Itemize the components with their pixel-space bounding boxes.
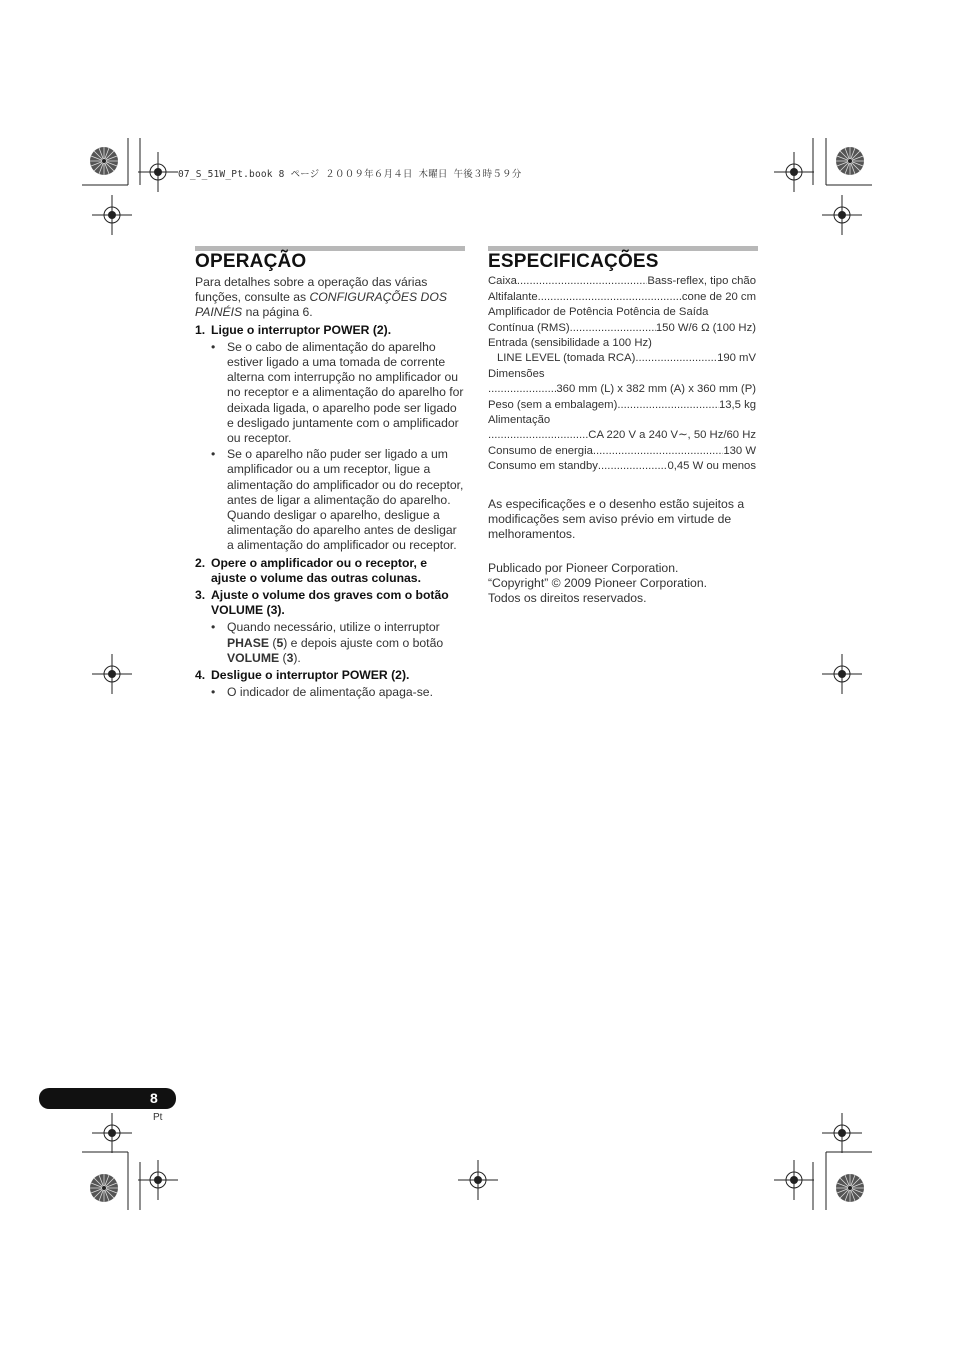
crosshair-icon: [92, 654, 132, 694]
print-header: 07_S_51W_Pt.book 8 ページ ２００９年６月４日 木曜日 午後３時５９分: [178, 169, 522, 180]
spec-standby: [488, 459, 756, 474]
spec-caixa: [488, 274, 756, 289]
starburst-icon: [89, 146, 119, 176]
spec-dimensoes: [488, 382, 756, 397]
step-4: [195, 668, 465, 683]
volume-label: VOLUME: [227, 650, 280, 665]
spec-value: cone de 20 cm: [681, 291, 756, 303]
publisher-line: Publicado por Pioneer Corporation.: [488, 561, 679, 575]
page-number: 8: [150, 1090, 158, 1106]
crosshair-icon: [822, 654, 862, 694]
spec-value: Bass-reflex, tipo chão: [647, 275, 756, 287]
spec-value: 130 W: [723, 445, 756, 457]
crosshair-icon: [92, 195, 132, 235]
crosshair-icon: [822, 1113, 862, 1153]
bullet-text: (: [279, 650, 287, 665]
spec-value: CA 220 V a 240 V∼, 50 Hz/60 Hz: [588, 429, 756, 441]
spec-alimentacao: [488, 428, 756, 443]
spec-entrada: Entrada (sensibilidade a 100 Hz): [488, 337, 652, 349]
step-text: Ajuste o volume dos graves com o botão VOLUME (3).: [211, 588, 449, 618]
spec-label: Consumo de energia: [488, 445, 593, 457]
crosshair-icon: [458, 1160, 498, 1200]
spec-label: Caixa: [488, 275, 517, 287]
spec-label: LINE LEVEL (tomada RCA): [497, 352, 636, 364]
spec-label: Contínua (RMS): [488, 322, 570, 334]
spec-consumo: [488, 444, 756, 459]
bullet-text: ).: [293, 650, 301, 665]
step-text: Ligue o interruptor POWER (2).: [211, 322, 392, 337]
step4-bullet: • O indicador de alimentação apaga-se.: [211, 685, 465, 700]
spec-value: 360 mm (L) x 382 mm (A) x 360 mm (P): [556, 383, 756, 395]
spec-amplificador: Amplificador de Potência Potência de Saída: [488, 306, 709, 318]
step-1: [195, 323, 465, 338]
spec-line-level: [497, 351, 756, 366]
spec-value: 150 W/6 Ω (100 Hz): [655, 322, 756, 334]
spec-alimentacao-label: Alimentação: [488, 414, 551, 426]
bullet-text: Quando necessário, utilize o interruptor: [227, 620, 440, 635]
step-number: 1.: [195, 322, 206, 337]
rights-line: Todos os direitos reservados.: [488, 591, 647, 606]
step3-bullet: [211, 620, 465, 666]
intro-text-end: na página 6.: [242, 305, 313, 320]
bullet-text: ) e depois ajuste com o botão: [283, 635, 444, 650]
intro-text: Para detalhes sobre a operação das várias funções, consulte as: [195, 275, 428, 305]
spec-label: Peso (sem a embalagem): [488, 399, 618, 411]
bullet-text: (: [269, 635, 277, 650]
crosshair-icon: [138, 1160, 178, 1200]
spec-value: 0,45 W ou menos: [667, 460, 756, 472]
spec-value: 190 mV: [717, 352, 756, 364]
step-text: Opere o amplificador ou o receptor, e ajuste o volume das outras colunas.: [211, 555, 428, 585]
operacao-body: [195, 275, 465, 700]
step-2: [195, 556, 465, 586]
especificacoes-title: ESPECIFICAÇÕES: [488, 251, 659, 272]
step-number: 3.: [195, 588, 206, 603]
publisher-block: [488, 561, 758, 607]
spec-value: 13,5 kg: [718, 399, 756, 411]
page-language: Pt: [153, 1112, 163, 1123]
starburst-icon: [835, 1173, 865, 1203]
operacao-intro: [195, 275, 465, 321]
crosshair-icon: [822, 195, 862, 235]
spec-label: Consumo em standby: [488, 460, 598, 472]
volume-number: 3: [286, 650, 294, 665]
spec-label: Altifalante: [488, 291, 538, 303]
starburst-icon: [89, 1173, 119, 1203]
intro-link-text: CONFIGURAÇÕES DOS PAINÉIS: [195, 290, 447, 320]
starburst-icon: [835, 146, 865, 176]
phase-label: PHASE: [227, 635, 269, 650]
step1-bullet-1: • Se o cabo de alimentação do aparelho estiver ligado a uma tomada de corrente alterna com interrupção no amplificador ou no receptor e a alimentação do aparelho for deixada ligada, o aparelho pode ser ligado e desligado juntamente com o amplificador ou receptor.: [211, 340, 465, 446]
spec-dimensoes-label: Dimensões: [488, 368, 545, 380]
crosshair-icon: [92, 1113, 132, 1153]
spec-continua: [488, 321, 756, 336]
step-number: 4.: [195, 668, 206, 683]
crosshair-icon: [774, 152, 814, 192]
step1-bullet-2: • Se o aparelho não puder ser ligado a um amplificador ou a um receptor, ligue a alimentação do amplificador ou do receptor, antes de ligar a alimentação do aparelho. Quando desligar o aparelho, desligue a alimentação do aparelho antes de desligar a alimentação do amplificador ou receptor.: [211, 447, 465, 553]
spec-altifalante: [488, 290, 756, 305]
operacao-title: OPERAÇÃO: [195, 251, 307, 272]
step-number: 2.: [195, 555, 206, 570]
spec-note: As especificações e o desenho estão sujeitos a modificações sem aviso prévio em virtude de melhoramentos.: [488, 497, 745, 542]
spec-peso: [488, 398, 756, 413]
phase-number: 5: [276, 635, 284, 650]
copyright-line: “Copyright” © 2009 Pioneer Corporation.: [488, 576, 707, 591]
crosshair-icon: [774, 1160, 814, 1200]
step-3: [195, 588, 465, 618]
crosshair-icon: [138, 152, 178, 192]
step-text: Desligue o interruptor POWER (2).: [211, 668, 410, 683]
